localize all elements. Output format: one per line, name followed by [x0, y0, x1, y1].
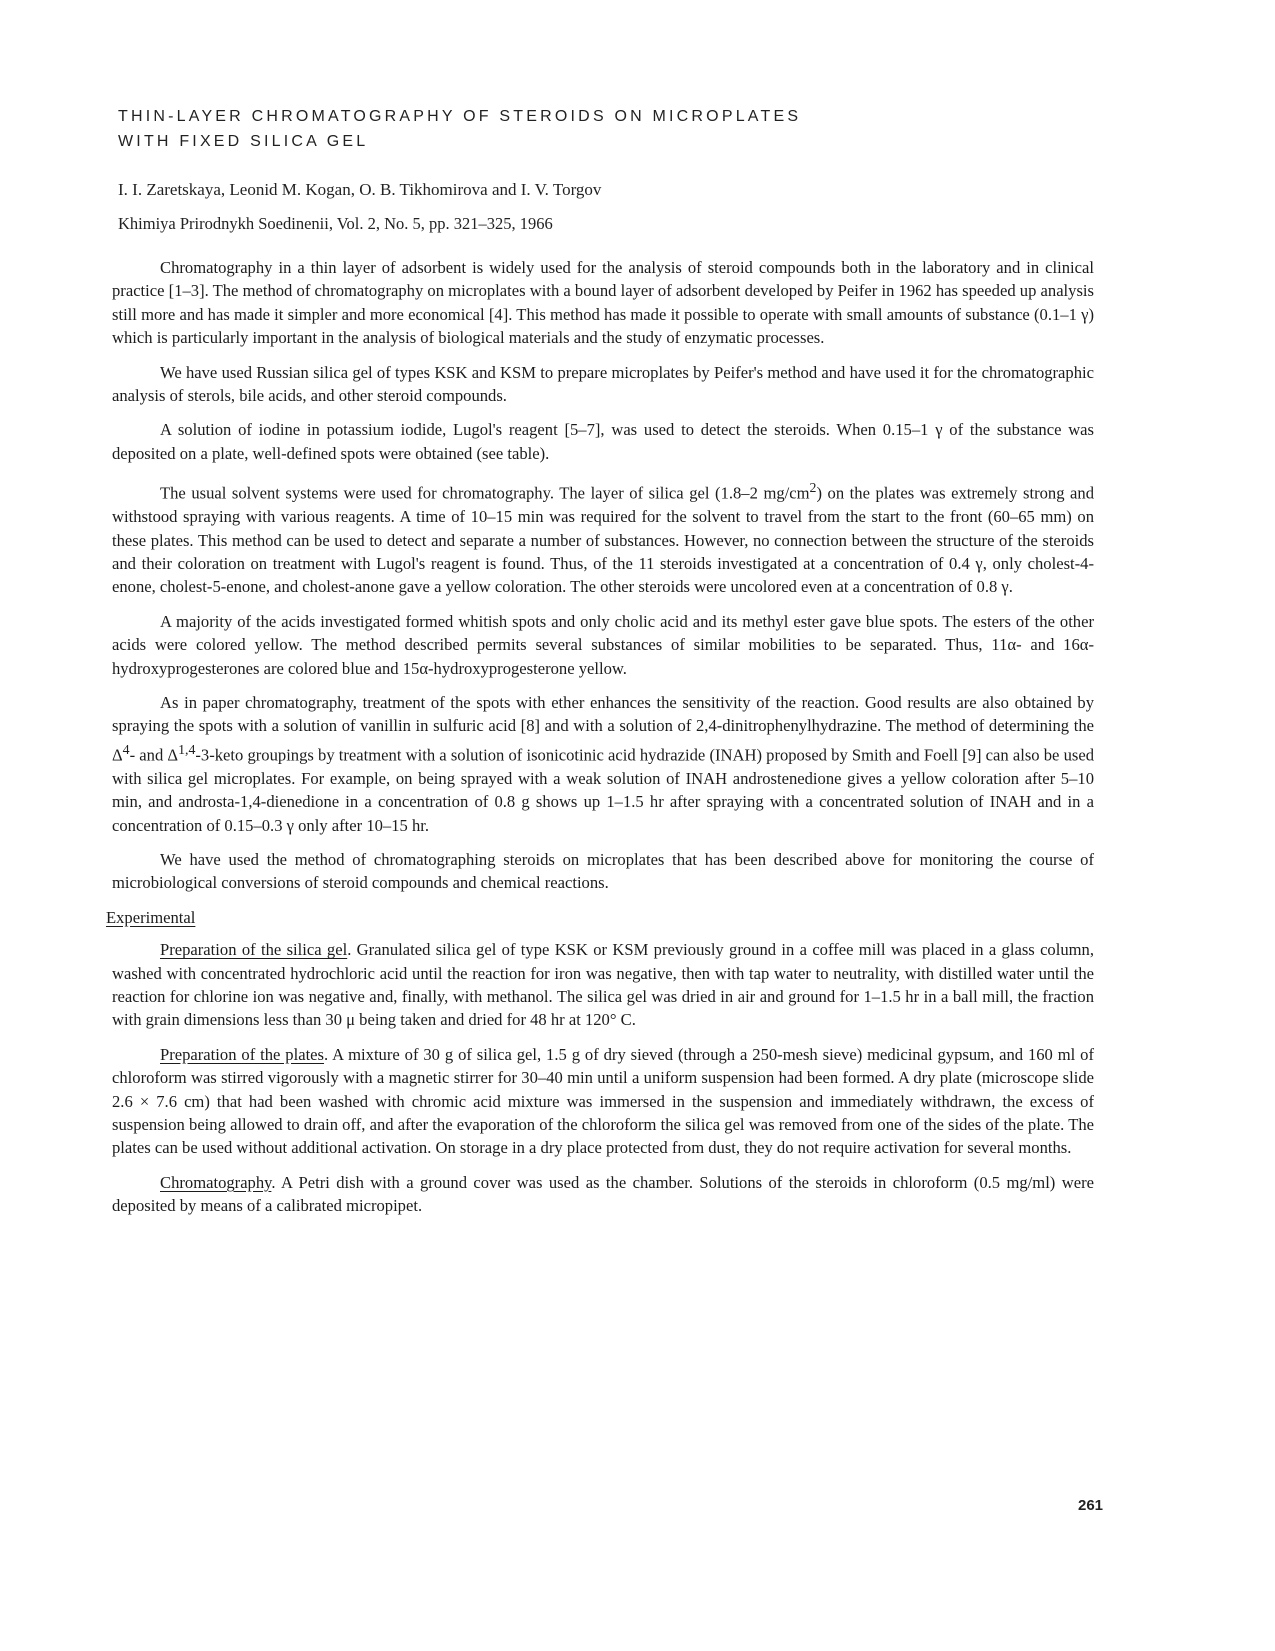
- title-line-2: WITH FIXED SILICA GEL: [118, 133, 369, 150]
- paragraph-7: We have used the method of chromatographing steroids on microplates that has been described above for monitoring the course of microbiological conversions of steroid compounds and chemical reactions.: [112, 850, 1094, 893]
- article-body: [106, 256, 1095, 1229]
- silica-gel-paragraph: [112, 938, 1094, 1032]
- article-title: [118, 104, 1018, 154]
- experimental-heading: Experimental: [106, 907, 196, 927]
- paragraph-4-part-b: ) on the plates was extremely strong and withstood spraying with various reagents. A time of 10–15 min was required for the solvent to travel from the start to the front (60–65 mm) on these plates. This method can be used to detect and separate a number of substances. However, no connection between the structure of the steroids and their coloration on treatment with Lugol's reagent is found. Thus, of the 11 steroids investigated at a concentration of 0.4 γ, only cholest-4-enone, cholest-5-enone, and cholest-anone gave a yellow coloration. The other steroids were uncolored even at a concentration of 0.8 γ.: [112, 483, 1094, 597]
- experimental-section-heading: [106, 906, 1094, 929]
- plates-paragraph: [112, 1043, 1094, 1160]
- paragraph-6-part-c: -3-keto groupings by treatment with a solution of isonicotinic acid hydrazide (INAH) proposed by Smith and Foell [9] can also be used with silica gel microplates. For example, on being sprayed with a weak solution of INAH androstenedione gives a yellow coloration after 5–10 min, and androsta-1,4-dienedione in a concentration of 0.8 g shows up 1–1.5 hr after spraying with a concentrated solution of INAH and in a concentration of 0.15–0.3 γ only after 10–15 hr.: [112, 745, 1095, 835]
- paragraph-3: A solution of iodine in potassium iodide, Lugol's reagent [5–7], was used to detect the steroids. When 0.15–1 γ of the substance was deposited on a plate, well-defined spots were obtained (see table).: [112, 420, 1094, 463]
- paragraph-5: A majority of the acids investigated formed whitish spots and only cholic acid and its methyl ester gave blue spots. The esters of the other acids were colored yellow. The method described permits several substances of similar mobilities to be separated. Thus, 11α- and 16α-hydroxyprogesterones are colored blue and 15α-hydroxyprogesterone yellow.: [112, 611, 1094, 678]
- chromatography-paragraph: [112, 1171, 1094, 1218]
- paragraph-1: Chromatography in a thin layer of adsorbent is widely used for the analysis of steroid compounds both in the laboratory and in clinical practice [1–3]. The method of chromatography on microplates with a bound layer of adsorbent developed by Peifer in 1962 has speeded up analysis still more and has made it simpler and more economical [4]. This method has made it possible to operate with small amounts of substance (0.1–1 γ) which is particularly important in the analysis of biological materials and the study of enzymatic processes.: [112, 258, 1094, 348]
- plates-text: . A mixture of 30 g of silica gel, 1.5 g of dry sieved (through a 250-mesh sieve) medicinal gypsum, and 160 ml of chloroform was stirred vigorously with a magnetic stirrer for 30–40 min until a uniform suspension had been formed. A dry plate (microscope slide 2.6 × 7.6 cm) that had been washed with chromic acid mixture was immersed in the suspension and immediately withdrawn, the excess of suspension being allowed to drain off, and after the evaporation of the chloroform the silica gel was removed from one of the sides of the plate. The plates can be used without additional activation. On storage in a dry place protected from dust, they do not require activation for several months.: [112, 1044, 1094, 1158]
- superscript: 4: [122, 741, 130, 757]
- superscript: 1,4: [178, 741, 196, 757]
- paragraph-6: [112, 691, 1094, 837]
- journal-citation: Khimiya Prirodnykh Soedinenii, Vol. 2, No. 5, pp. 321–325, 1966: [118, 214, 553, 233]
- chromatography-subheading: Chromatography: [160, 1172, 272, 1192]
- silica-gel-subheading: Preparation of the silica gel: [160, 940, 348, 960]
- superscript: 2: [809, 480, 817, 496]
- page-number: 261: [1078, 1497, 1104, 1514]
- paragraph-6-part-a: As in paper chromatography, treatment of the spots with ether enhances the sensitivity of the reaction. Good results are also obtained by spraying the spots with a solution of vanillin in sulfuric acid [8] and with a solution of 2,4-dinitrophenylhydrazine. The method of determining the Δ: [112, 693, 1094, 765]
- plates-subheading: Preparation of the plates: [160, 1044, 325, 1064]
- paragraph-4: [112, 476, 1094, 599]
- paragraph-6-part-b: - and Δ: [129, 745, 179, 765]
- paragraph-4-part-a: The usual solvent systems were used for chromatography. The layer of silica gel (1.8–2 mg/cm: [160, 483, 810, 503]
- chromatography-text: . A Petri dish with a ground cover was used as the chamber. Solutions of the steroids in chloroform (0.5 mg/ml) were deposited by means of a calibrated micropipet.: [112, 1172, 1094, 1216]
- authors: I. I. Zaretskaya, Leonid M. Kogan, O. B. Tikhomirova and I. V. Torgov: [118, 180, 602, 199]
- title-line-1: THIN-LAYER CHROMATOGRAPHY OF STEROIDS ON MICROPLATES: [118, 108, 802, 125]
- paragraph-2: We have used Russian silica gel of types KSK and KSM to prepare microplates by Peifer's method and have used it for the chromatographic analysis of sterols, bile acids, and other steroid compounds.: [112, 362, 1094, 406]
- silica-gel-text: . Granulated silica gel of type KSK or KSM previously ground in a coffee mill was placed in a glass column, washed with concentrated hydrochloric acid until the reaction for iron was negative, then with tap water to neutrality, with distilled water until the reaction for chlorine ion was negative and, finally, with methanol. The silica gel was dried in air and ground for 1–1.5 hr in a ball mill, the fraction with grain dimensions less than 30 μ being taken and dried for 48 hr at 120° C.: [112, 940, 1094, 1030]
